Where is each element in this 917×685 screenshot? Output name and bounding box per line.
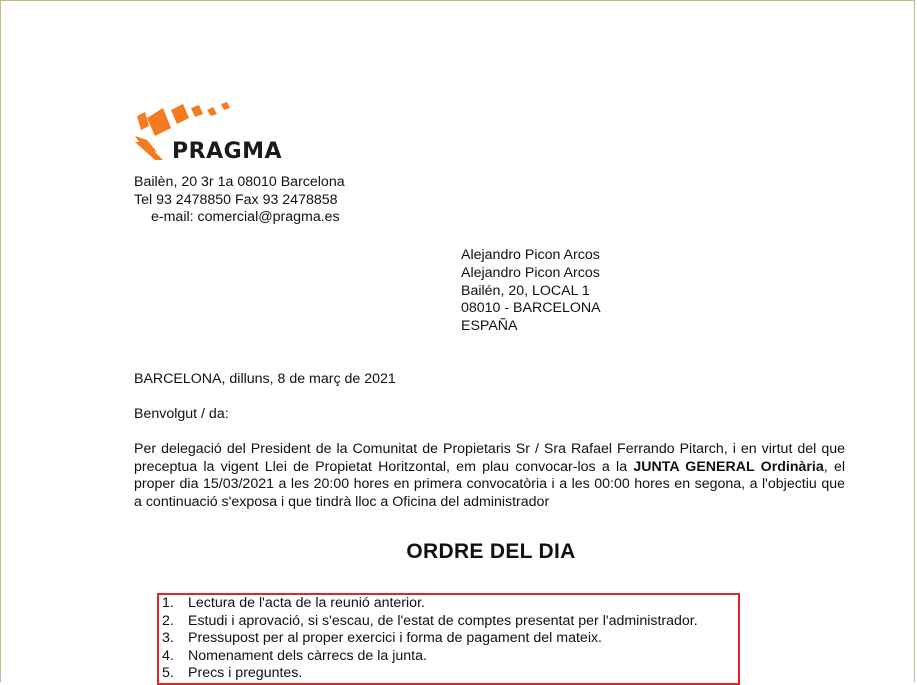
agenda-item-number: 2.: [162, 612, 174, 629]
letter-greeting: Benvolgut / da:: [134, 406, 229, 422]
logo-wordmark: PRAGMA: [172, 139, 283, 164]
agenda-item-text: Nomenament dels càrrecs de la junta.: [188, 647, 427, 664]
letter-date: BARCELONA, dilluns, 8 de març de 2021: [134, 371, 396, 387]
agenda-item-text: Pressupost per al proper exercici i forma de pagament del mateix.: [188, 630, 603, 647]
recipient-line: Alejandro Picon Arcos: [461, 264, 600, 281]
agenda-item: [162, 595, 698, 613]
agenda-item-number: 1.: [162, 595, 174, 611]
letter-body-part1: Per delegació del President de la Comunitat de Propietaris Sr / Sra Rafael Ferrando Pitarch, i en virtut del que preceptua la vigent Llei de Propietat Horitzontal, em plau convocar-los a la: [134, 441, 845, 475]
sender-block: [134, 174, 345, 227]
recipient-line: ESPAÑA: [461, 318, 518, 335]
agenda-item-number: 4.: [162, 647, 174, 664]
agenda-item: [162, 648, 698, 666]
agenda-list: [162, 595, 698, 683]
letter-body: [134, 441, 845, 511]
agenda-item-text: Estudi i aprovació, si s'escau, de l'estat de comptes presentat per l'administrador.: [188, 612, 698, 629]
recipient-block: [461, 247, 601, 336]
sender-phone: Tel 93 2478850 Fax 93 2478858: [134, 191, 338, 208]
agenda-item: [162, 665, 698, 683]
agenda-item: [162, 613, 698, 631]
recipient-line: Alejandro Picon Arcos: [461, 247, 600, 263]
agenda-title: ORDRE DEL DIA: [406, 540, 576, 563]
meeting-type: JUNTA GENERAL Ordinària: [633, 458, 824, 475]
agenda-item-text: Precs i preguntes.: [188, 665, 303, 682]
recipient-line: 08010 - BARCELONA: [461, 300, 601, 317]
agenda-item-text: Lectura de l'acta de la reunió anterior.: [188, 595, 425, 611]
sender-email: e-mail: comercial@pragma.es: [151, 209, 340, 225]
recipient-line: Bailén, 20, LOCAL 1: [461, 282, 590, 299]
sender-address: Bailèn, 20 3r 1a 08010 Barcelona: [134, 174, 345, 190]
letter-body-part2: , el proper dia 15/03/2021 a les 20:00 hores en primera convocatòria i a les 00:00 hores en segona, a l'objectiu que a continuació s'exposa i que tindrà lloc a Oficina del administrador: [134, 458, 845, 510]
agenda-item-number: 5.: [162, 665, 174, 682]
agenda-item: [162, 630, 698, 648]
agenda-item-number: 3.: [162, 630, 174, 647]
